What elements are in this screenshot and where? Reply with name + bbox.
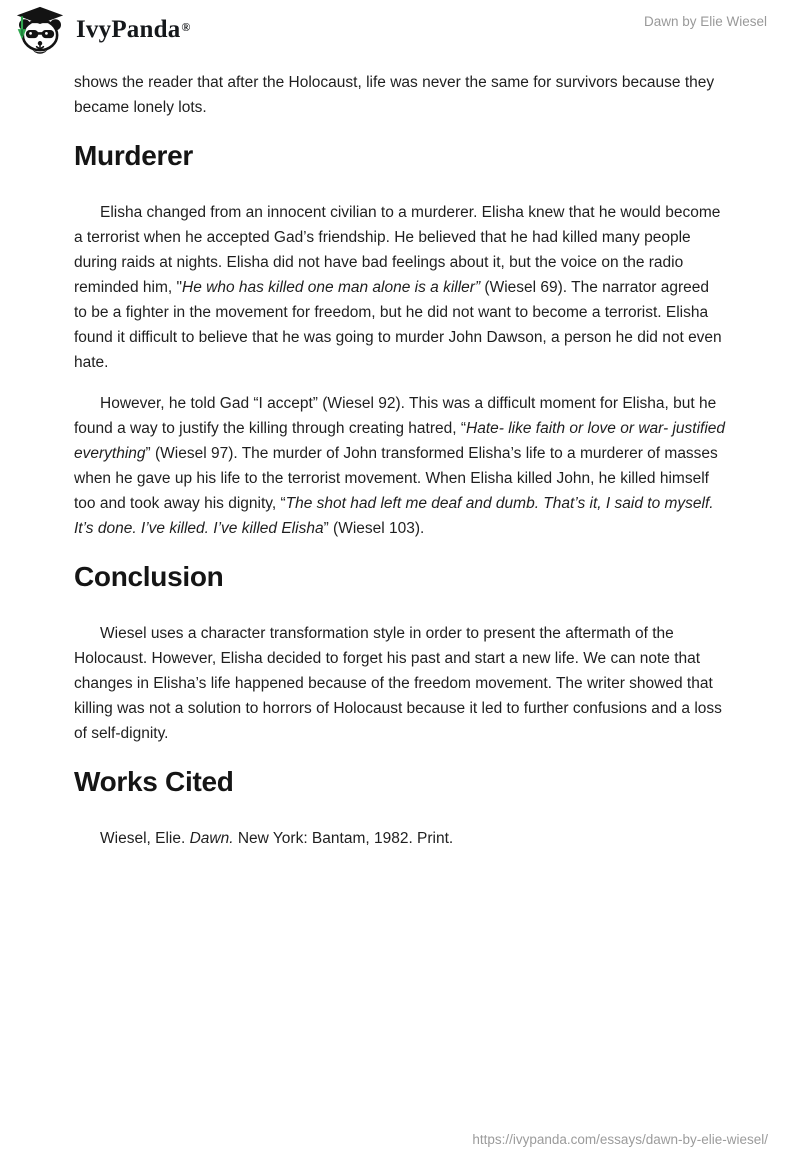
document-body	[74, 70, 726, 867]
paragraph: Elisha changed from an innocent civilian to a murderer. Elisha knew that he would become a terrorist when he accepted Gad’s friendship. He believed that he had killed many people during raids at nights. Elisha did not have bad feelings about it, but the voice on the radio reminded him, "He who has killed one man alone is a killer” (Wiesel 69). The narrator agreed to be a fighter in the movement for freedom, but he did not want to become a terrorist. Elisha found it difficult to believe that he was going to murder John Dawson, a person he did not even hate.	[74, 204, 722, 371]
brand-name-text: IvyPanda	[76, 16, 181, 43]
ivypanda-panda-logo-icon	[14, 6, 66, 54]
document-title: Dawn by Elie Wiesel	[643, 14, 767, 29]
source-url: https://ivypanda.com/essays/dawn-by-elie-wiesel/	[472, 1132, 768, 1147]
section-heading-murderer: Murderer	[74, 140, 193, 171]
brand	[14, 6, 190, 54]
section-heading-works-cited: Works Cited	[74, 766, 234, 797]
registered-trademark: ®	[181, 19, 191, 34]
section-heading-conclusion: Conclusion	[74, 561, 224, 592]
citation-entry: Wiesel, Elie. Dawn. New York: Bantam, 1982. Print.	[100, 830, 454, 847]
page-header	[0, 0, 800, 64]
paragraph: However, he told Gad “I accept” (Wiesel 92). This was a difficult moment for Elisha, but he found a way to justify the killing through creating hatred, “Hate- like faith or love or war- justified everything” (Wiesel 97). The murder of John transformed Elisha’s life to a murderer of masses when he gave up his life to the terrorist movement. When Elisha killed John, he killed himself too and took away his dignity, “The shot had left me deaf and dumb. That’s it, I said to myself. It’s done. I’ve killed. I’ve killed Elisha” (Wiesel 103).	[74, 395, 726, 537]
page-footer	[0, 1126, 800, 1160]
paragraph: Wiesel uses a character transformation style in order to present the aftermath of the Holocaust. However, Elisha decided to forget his past and start a new life. We can note that changes in Elisha’s life happened because of the freedom movement. The writer showed that killing was not a solution to horrors of Holocaust because it led to further confusions and a loss of self-dignity.	[74, 625, 722, 742]
brand-name	[76, 16, 190, 44]
paragraph-intro-continuation: shows the reader that after the Holocaust, life was never the same for survivors because they became lonely lots.	[74, 74, 715, 116]
